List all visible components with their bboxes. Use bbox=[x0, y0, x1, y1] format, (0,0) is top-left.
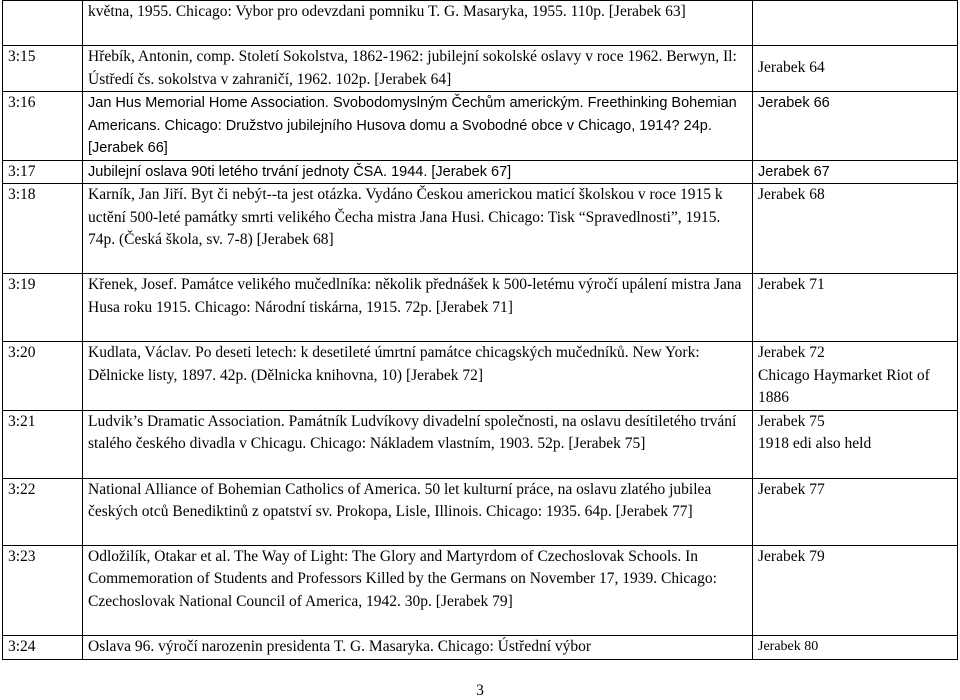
table-row bbox=[3, 92, 958, 161]
entry-number: 3:21 bbox=[3, 410, 83, 478]
entry-number: 3:16 bbox=[3, 92, 83, 161]
table-row bbox=[3, 184, 958, 274]
entry-note: Jerabek 80 bbox=[753, 635, 958, 659]
entry-description: Hřebík, Antonin, comp. Století Sokolstva, 1862-1962: jubilejní sokolské oslavy v roce 1962. Berwyn, Il: Ústředí čs. sokolstva v zahraničí, 1962. 102p. [Jerabek 64] bbox=[83, 46, 753, 92]
entry-number: 3:19 bbox=[3, 274, 83, 342]
table-row bbox=[3, 46, 958, 92]
entry-description: Odložilík, Otakar et al. The Way of Light: The Glory and Martyrdom of Czechoslovak Schools. In Commemoration of Students and Professors Killed by the Germans on November 17, 1939. Chicago: Czechoslovak National Council of America, 1942. 30p. [Jerabek 79] bbox=[83, 545, 753, 635]
entry-number: 3:20 bbox=[3, 342, 83, 411]
entry-note: Jerabek 67 bbox=[753, 160, 958, 184]
table-row bbox=[3, 545, 958, 635]
table-row bbox=[3, 635, 958, 659]
entry-number: 3:15 bbox=[3, 46, 83, 92]
table-row bbox=[3, 410, 958, 478]
entry-number bbox=[3, 1, 83, 46]
entry-note: Jerabek 66 bbox=[753, 92, 958, 161]
table-row bbox=[3, 478, 958, 545]
entry-note: Jerabek 75 1918 edi also held bbox=[753, 410, 958, 478]
table-row bbox=[3, 342, 958, 411]
entry-description: National Alliance of Bohemian Catholics of America. 50 let kulturní práce, na oslavu zlatého jubilea českých otců Benediktinů z opatství sv. Prokopa, Lisle, Illinois. Chicago: 1935. 64p. [Jerabek 77] bbox=[83, 478, 753, 545]
entry-description: Křenek, Josef. Památce velikého mučedlníka: několik přednášek k 500-letému výročí upálení mistra Jana Husa roku 1915. Chicago: Národní tiskárna, 1915. 72p. [Jerabek 71] bbox=[83, 274, 753, 342]
entry-number: 3:17 bbox=[3, 160, 83, 184]
entry-description: května, 1955. Chicago: Vybor pro odevzdani pomniku T. G. Masaryka, 1955. 110p. [Jerabek 63] bbox=[83, 1, 753, 46]
entry-note: Jerabek 68 bbox=[753, 184, 958, 274]
entry-description: Oslava 96. výročí narozenin presidenta T. G. Masaryka. Chicago: Ústřední výbor bbox=[83, 635, 753, 659]
entry-number: 3:18 bbox=[3, 184, 83, 274]
entry-note: Jerabek 72 Chicago Haymarket Riot of 1886 bbox=[753, 342, 958, 411]
entry-number: 3:23 bbox=[3, 545, 83, 635]
entry-description: Jan Hus Memorial Home Association. Svobodomyslným Čechům americkým. Freethinking Bohemian Americans. Chicago: Družstvo jubilejního Husova domu a Svobodné obce v Chicago, 1914? 24p. [Jerabek 66] bbox=[83, 92, 753, 161]
table-row bbox=[3, 160, 958, 184]
entry-number: 3:22 bbox=[3, 478, 83, 545]
entry-number: 3:24 bbox=[3, 635, 83, 659]
entry-note: Jerabek 77 bbox=[753, 478, 958, 545]
entry-note: Jerabek 79 bbox=[753, 545, 958, 635]
page-number: 3 bbox=[476, 682, 484, 699]
entry-note: Jerabek 64 bbox=[753, 46, 958, 92]
catalog-table bbox=[2, 0, 958, 660]
entry-note: Jerabek 71 bbox=[753, 274, 958, 342]
entry-description: Jubilejní oslava 90ti letého trvání jednoty ČSA. 1944. [Jerabek 67] bbox=[83, 160, 753, 184]
entry-note bbox=[753, 1, 958, 46]
table-row bbox=[3, 274, 958, 342]
entry-description: Kudlata, Václav. Po deseti letech: k desetileté úmrtní památce chicagských mučedníků. New York: Dělnicke listy, 1897. 42p. (Dělnicka knihovna, 10) [Jerabek 72] bbox=[83, 342, 753, 411]
entry-description: Karník, Jan Jiří. Byt či nebýt--ta jest otázka. Vydáno Českou americkou maticí školskou v roce 1915 k uctění 500-leté památky smrti velikého Čecha mistra Jana Husi. Chicago: Tisk “Spravedlnosti”, 1915. 74p. (Česká škola, sv. 7-8) [Jerabek 68] bbox=[83, 184, 753, 274]
table-row bbox=[3, 1, 958, 46]
entry-description: Ludvik’s Dramatic Association. Památník Ludvíkovy divadelní společnosti, na oslavu desítiletého trvání stalého českého divadla v Chicagu. Chicago: Nákladem vlastním, 1903. 52p. [Jerabek 75] bbox=[83, 410, 753, 478]
